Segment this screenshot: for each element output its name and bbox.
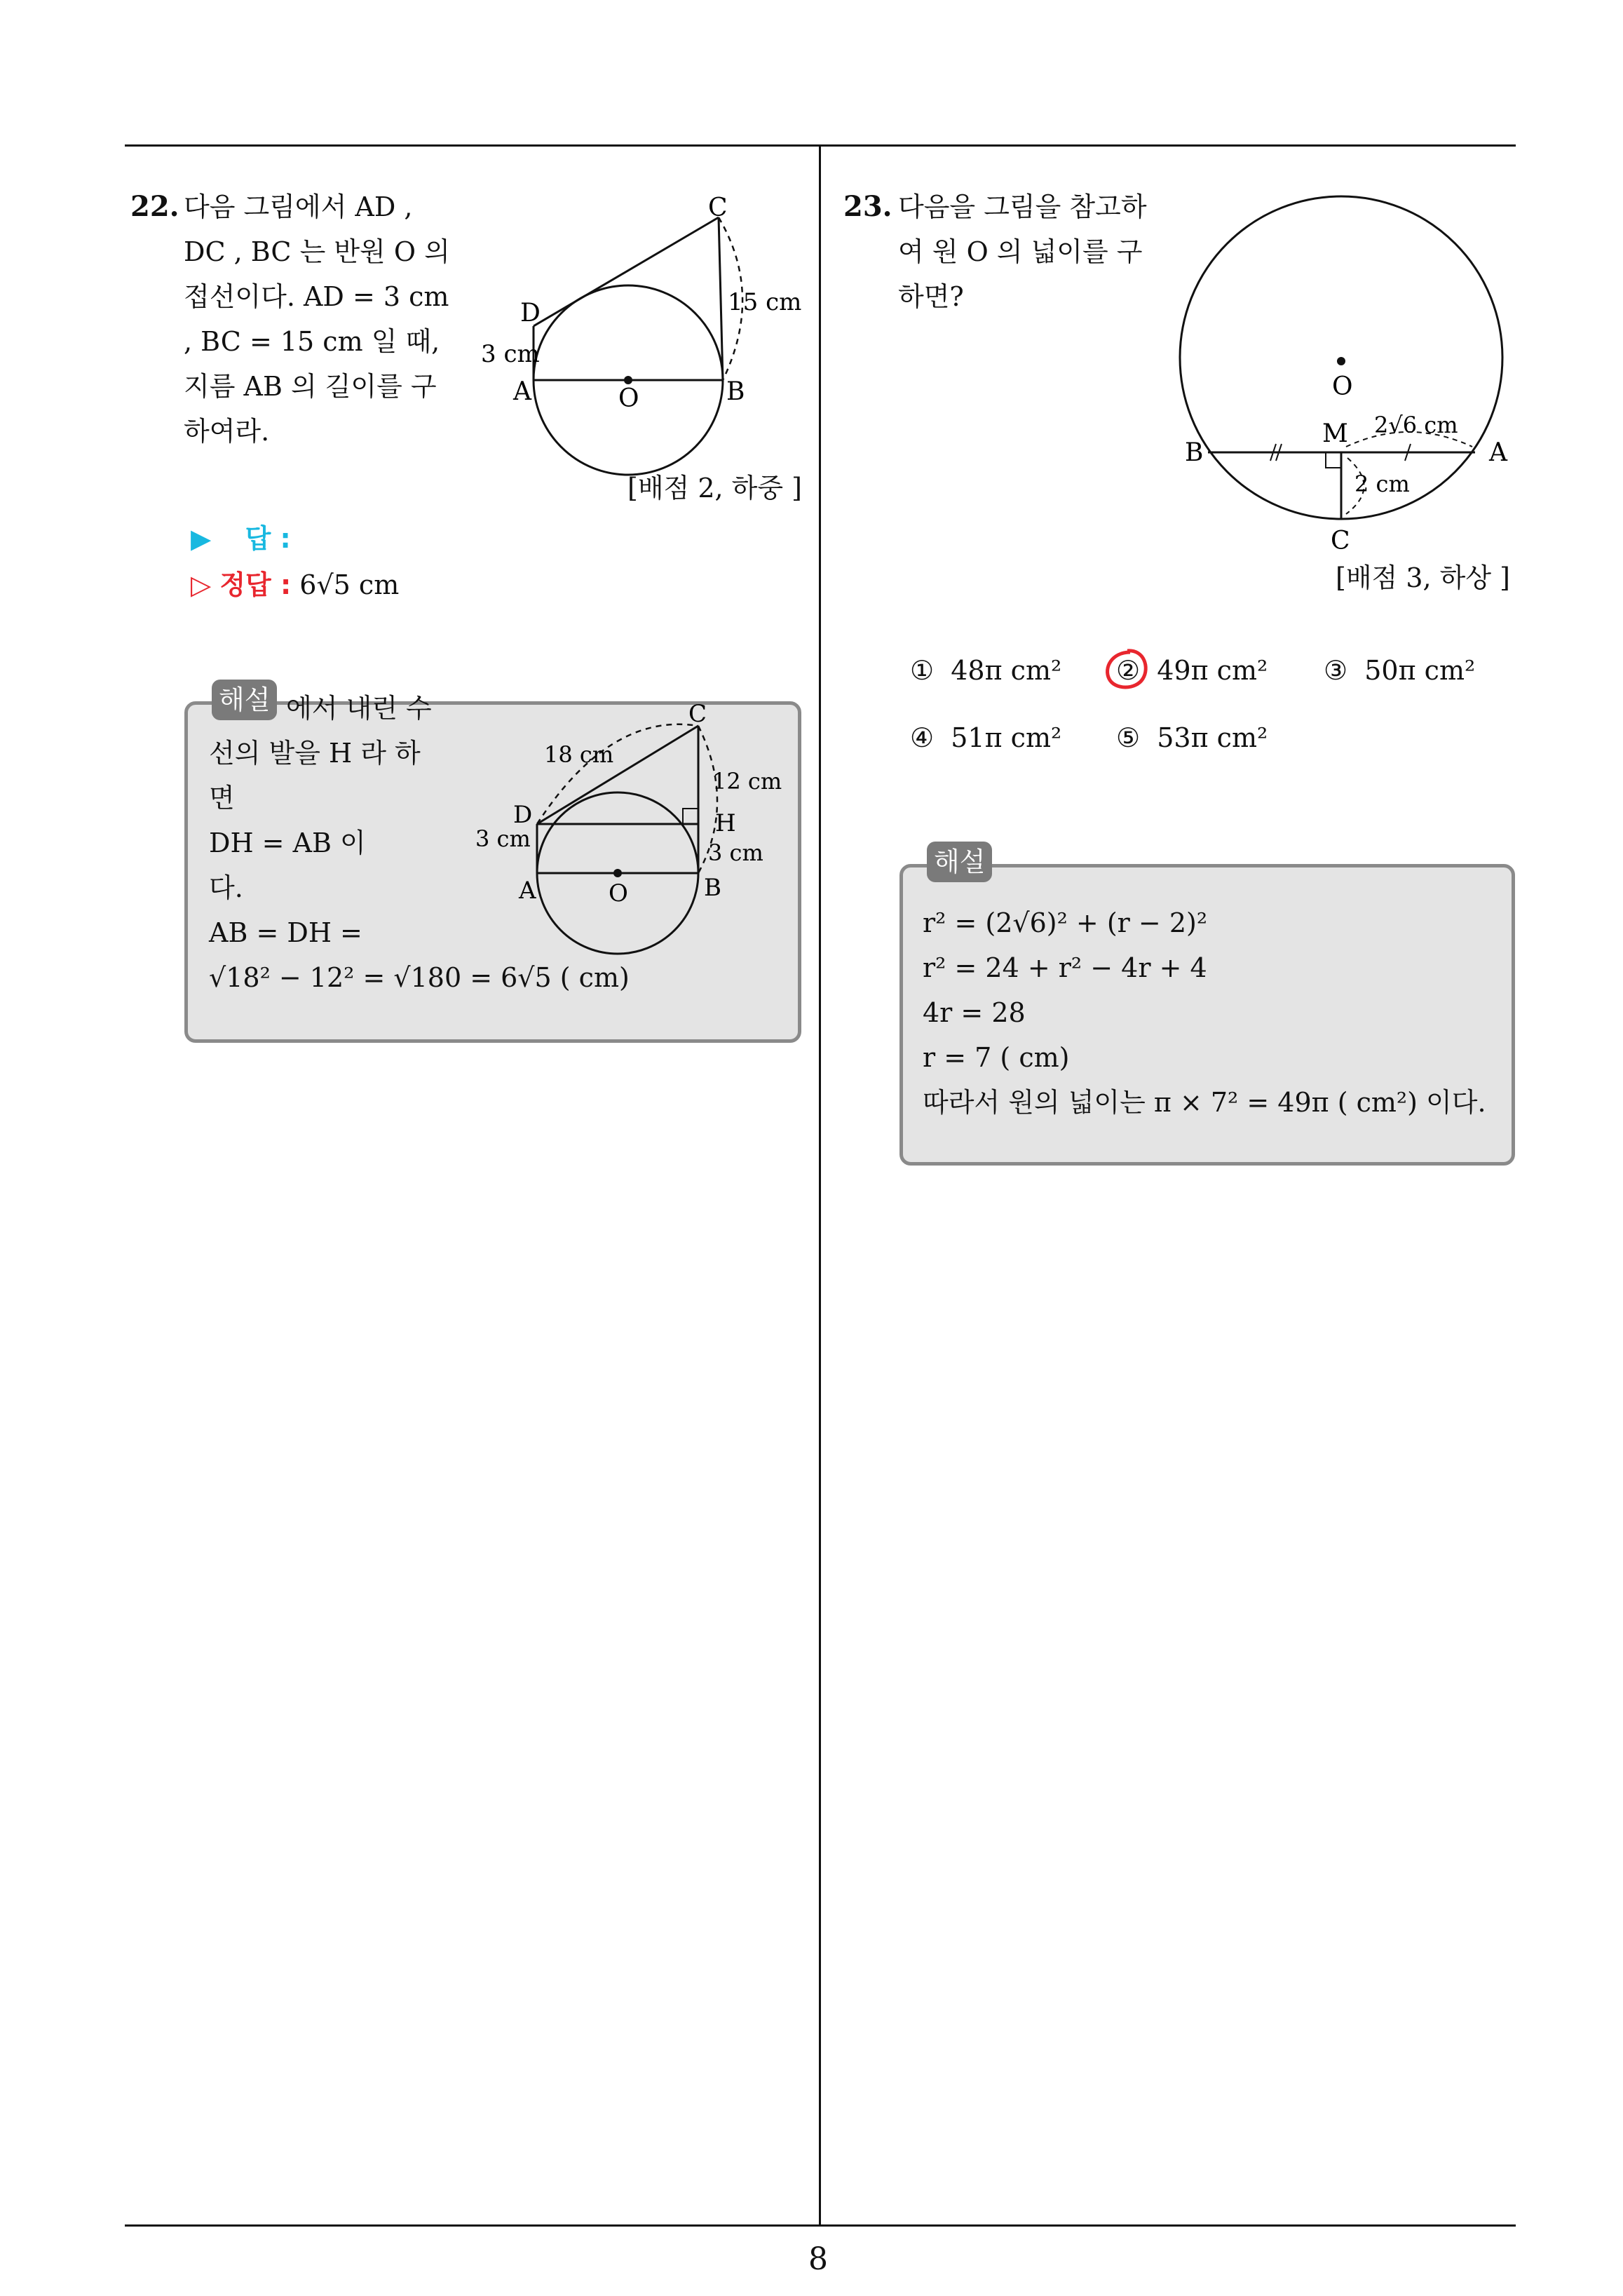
q22e-label-b: B: [704, 874, 721, 902]
q22-figure: [463, 189, 813, 498]
q23-number: 23.: [843, 190, 892, 223]
q22-explain-line: AB = DH =: [209, 917, 362, 948]
q22-score: [배점 2, 하중 ]: [627, 473, 802, 504]
q23-label-mc-length: 2 cm: [1354, 471, 1410, 497]
q22-explain-line: 면: [209, 783, 235, 813]
q23-center-dot: [1337, 357, 1345, 365]
q23-option-4[interactable]: [910, 715, 1061, 760]
q22-line: 접선이다. AD = 3 cm: [184, 281, 449, 312]
q22-question-text: [184, 184, 450, 454]
q23-explain-line: 따라서 원의 넓이는 π × 7² = 49π ( cm²) 이다.: [923, 1087, 1486, 1118]
q22-label-bc-length: 15 cm: [728, 288, 802, 316]
q22-line: , BC = 15 cm 일 때,: [184, 326, 440, 357]
q22e-label-ad-length: 3 cm: [475, 825, 531, 852]
page-number: 8: [808, 2241, 828, 2277]
q22-label-c: C: [708, 194, 728, 222]
q22-label-a: A: [513, 377, 531, 406]
q23-explain-line: r = 7 ( cm): [923, 1042, 1070, 1073]
q22-answer-label: 답 :: [245, 523, 291, 554]
play-icon: ▶: [191, 523, 212, 554]
q23-explanation-text: [923, 900, 1486, 1125]
q22-explain-line: √18² − 12² = √180 = 6√5 ( cm): [209, 962, 630, 993]
q22-explain-line: 선의 발을 H 라 하: [209, 738, 421, 769]
q22-line: 다음 그림에서 AD ,: [184, 191, 413, 222]
option-mark: ④: [910, 722, 935, 753]
bottom-rule: [125, 2224, 1516, 2227]
q23-option-3[interactable]: [1324, 648, 1475, 693]
q22-answer-row: [191, 516, 291, 561]
q23-option-1[interactable]: [910, 648, 1061, 693]
q23-explain-line: r² = 24 + r² − 4r + 4: [923, 952, 1207, 983]
q22-line: 하여라.: [184, 416, 270, 447]
q22-explain-line: 에서 내린 수: [286, 693, 432, 724]
q22-explain-line: DH = AB 이: [209, 828, 366, 858]
q23-line: 다음을 그림을 참고하: [898, 191, 1147, 222]
q22-explanation-tag: 해설: [212, 680, 277, 720]
q22-explanation-figure: [470, 698, 792, 971]
q23-label-ma-length: 2√6 cm: [1374, 412, 1458, 438]
q22-line: DC , BC 는 반원 O 의: [184, 236, 450, 267]
q23-right-angle: [1326, 452, 1341, 468]
q23-label-a: A: [1489, 438, 1507, 467]
q22e-label-ch-length: 12 cm: [712, 768, 782, 795]
option-mark: ⑤: [1116, 722, 1141, 753]
selected-circle-icon: [1102, 647, 1153, 691]
q22e-label-hb-length: 3 cm: [708, 839, 763, 866]
q23-explanation-tag: 해설: [927, 842, 992, 882]
q22e-right-angle: [683, 809, 698, 824]
q22-label-d: D: [520, 299, 541, 327]
q22-center-dot: [624, 376, 632, 384]
option-mark: ③: [1324, 655, 1348, 686]
q23-label-b: B: [1185, 438, 1204, 467]
q23-explain-line: 4r = 28: [923, 997, 1026, 1028]
q23-question-text: [898, 184, 1147, 319]
q22e-label-h: H: [715, 809, 736, 837]
q22-label-b: B: [726, 377, 745, 406]
q22e-label-c: C: [688, 700, 707, 728]
option-text: 48π cm²: [951, 655, 1062, 686]
option-text: 53π cm²: [1157, 722, 1268, 753]
option-mark: ②: [1116, 655, 1141, 686]
triangle-outline-icon: ▷: [191, 569, 212, 600]
option-text: 51π cm²: [951, 722, 1062, 753]
q23-line: 여 원 O 의 넓이를 구: [898, 236, 1143, 267]
column-divider: [819, 144, 821, 2225]
q22e-label-dc-length: 18 cm: [544, 741, 614, 768]
option-text: 50π cm²: [1364, 655, 1476, 686]
q23-label-c: C: [1331, 527, 1350, 555]
q23-label-m: M: [1322, 419, 1348, 448]
option-text: 49π cm²: [1157, 655, 1268, 686]
option-mark: ①: [910, 655, 935, 686]
q23-explain-line: r² = (2√6)² + (r − 2)²: [923, 907, 1208, 938]
q22-correct-row: [191, 562, 399, 607]
q23-score: [배점 3, 하상 ]: [1336, 562, 1510, 593]
q23-label-o: O: [1332, 372, 1353, 401]
q23-line: 하면?: [898, 281, 964, 312]
q22-explain-line: 다.: [209, 872, 243, 903]
q22-correct-label: 정답 :: [219, 569, 292, 600]
q22-label-o: O: [618, 384, 639, 413]
q22e-label-d: D: [513, 801, 533, 829]
q22-line: 지름 AB 의 길이를 구: [184, 371, 437, 402]
q22e-center-dot: [613, 869, 622, 877]
q22-label-ad-length: 3 cm: [481, 340, 540, 368]
q22e-label-o: O: [609, 879, 628, 907]
q22-correct-value: 6√5 cm: [299, 569, 400, 600]
q23-figure: [1164, 186, 1528, 572]
q22e-label-a: A: [519, 877, 536, 905]
q23-option-5[interactable]: [1116, 715, 1268, 760]
q22-number: 22.: [130, 190, 179, 223]
